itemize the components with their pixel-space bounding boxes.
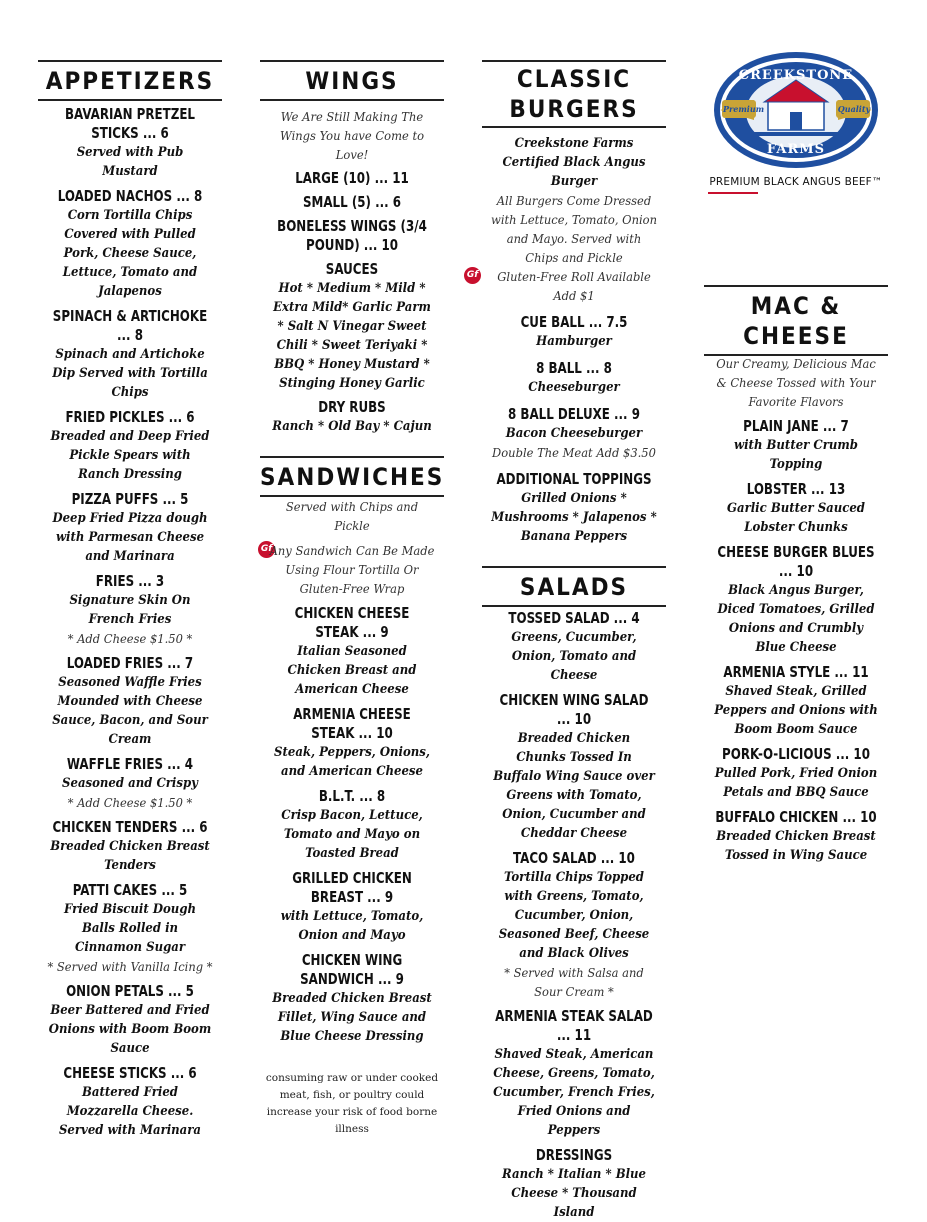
menu-item-description: Breaded Chicken Breast Tossed in Wing Sauce bbox=[716, 829, 876, 863]
menu-item bbox=[38, 187, 222, 301]
menu-item-name: CHICKEN WING SANDWICH ... 9 bbox=[300, 951, 404, 988]
menu-item-name: CHICKEN WING SALAD ... 10 bbox=[499, 691, 649, 728]
menu-item bbox=[260, 705, 444, 781]
menu-item bbox=[482, 609, 666, 685]
menu-item-name: DRY RUBS bbox=[318, 398, 386, 416]
menu-item-name: LOADED FRIES ... 7 bbox=[66, 654, 194, 672]
menu-item-description: Seasoned and Crispy bbox=[62, 776, 198, 791]
menu-item-description: Hamburger bbox=[536, 334, 612, 349]
creekstone-farms-logo bbox=[704, 50, 888, 200]
menu-item bbox=[482, 849, 666, 1001]
section-title: SANDWICHES bbox=[260, 463, 445, 491]
menu-item-name: BAVARIAN PRETZEL STICKS ... 6 bbox=[64, 105, 196, 142]
menu-item-description: Hot * Medium * Mild * Extra Mild* Garlic Parm * Salt N Vinegar Sweet Chili * Sweet Teriyaki * BBQ * Honey Mustard * Stinging Honey Garlic bbox=[273, 281, 431, 391]
menu-item-description: Pulled Pork, Fried Onion Petals and BBQ Sauce bbox=[714, 766, 878, 800]
menu-item-name: SMALL (5) ... 6 bbox=[302, 193, 402, 211]
burgers-header bbox=[482, 60, 666, 128]
menu-item-name: PLAIN JANE ... 7 bbox=[743, 417, 849, 435]
menu-item bbox=[260, 787, 444, 863]
menu-item-description: Breaded Chicken Breast Fillet, Wing Sauce and Blue Cheese Dressing bbox=[272, 991, 432, 1044]
menu-item-note: Double The Meat Add $3.50 bbox=[492, 445, 656, 460]
menu-item-name: CHICKEN CHEESE STEAK ... 9 bbox=[294, 604, 410, 641]
burgers-section bbox=[466, 60, 666, 1222]
menu-item-description: Italian Seasoned Chicken Breast and American Cheese bbox=[287, 644, 417, 697]
logo-brand-farms: FARMS bbox=[766, 142, 826, 157]
menu-item-note: * Add Cheese $1.50 * bbox=[67, 631, 193, 646]
menu-item-description: Shaved Steak, American Cheese, Greens, Tomato, Cucumber, French Fries, Fried Onions and Peppers bbox=[493, 1047, 655, 1138]
burger-dressing-note: All Burgers Come Dressed with Lettuce, Tomato, Onion and Mayo. Served with Chips and Pickle bbox=[490, 193, 658, 265]
logo-underline bbox=[708, 192, 758, 194]
menu-item-description: Breaded Chicken Chunks Tossed In Buffalo Wing Sauce over Greens with Tomato, Onion, Cucumber and Cheddar Cheese bbox=[493, 731, 655, 841]
menu-item-description: Spinach and Artichoke Dip Served with Tortilla Chips bbox=[52, 347, 208, 400]
menu-item bbox=[482, 691, 666, 843]
menu-item bbox=[38, 572, 222, 648]
menu-item bbox=[260, 169, 444, 188]
menu-item-description: Ranch * Italian * Blue Cheese * Thousand Island bbox=[502, 1167, 646, 1220]
menu-item-name: B.L.T. ... 8 bbox=[318, 787, 386, 805]
mac-cheese-section bbox=[704, 285, 888, 865]
menu-item bbox=[38, 982, 222, 1058]
menu-item-description: Ranch * Old Bay * Cajun bbox=[272, 419, 432, 434]
mac-cheese-header bbox=[704, 285, 888, 356]
gluten-free-icon: Gf bbox=[464, 267, 481, 284]
menu-item bbox=[38, 408, 222, 484]
menu-item-description: Battered Fried Mozzarella Cheese. Served with Marinara bbox=[58, 1085, 202, 1138]
menu-item bbox=[482, 1146, 666, 1222]
menu-item-description: Fried Biscuit Dough Balls Rolled in Cinnamon Sugar bbox=[63, 902, 197, 955]
menu-item bbox=[38, 105, 222, 181]
menu-item-name: PATTI CAKES ... 5 bbox=[72, 881, 188, 899]
menu-item-name: DRESSINGS bbox=[535, 1146, 613, 1164]
menu-item-description: Cheeseburger bbox=[528, 380, 620, 395]
menu-item-name: ARMENIA CHEESE STEAK ... 10 bbox=[293, 705, 411, 742]
menu-item-name: ARMENIA STEAK SALAD ... 11 bbox=[495, 1007, 653, 1044]
sandwiches-intro: Served with Chips and Pickle bbox=[285, 499, 419, 533]
menu-item-description: with Lettuce, Tomato, Onion and Mayo bbox=[280, 909, 424, 943]
menu-item bbox=[38, 490, 222, 566]
section-title: CLASSIC BURGERS bbox=[509, 65, 639, 123]
menu-item bbox=[704, 663, 888, 739]
menu-item bbox=[260, 951, 444, 1046]
menu-item bbox=[260, 398, 444, 436]
menu-item-description: Garlic Butter Sauced Lobster Chunks bbox=[726, 501, 865, 535]
menu-item bbox=[38, 881, 222, 976]
menu-item-description: Breaded and Deep Fried Pickle Spears with Ranch Dressing bbox=[50, 429, 210, 482]
menu-item-name: TOSSED SALAD ... 4 bbox=[508, 609, 640, 627]
menu-item bbox=[482, 405, 666, 462]
menu-item-name: ONION PETALS ... 5 bbox=[66, 982, 194, 1000]
menu-item-name: BUFFALO CHICKEN ... 10 bbox=[715, 808, 877, 826]
menu-item bbox=[260, 217, 444, 255]
menu-item-name: FRIED PICKLES ... 6 bbox=[65, 408, 195, 426]
menu-item-description: Black Angus Burger, Diced Tomatoes, Grilled Onions and Crumbly Blue Cheese bbox=[717, 583, 875, 655]
menu-item bbox=[482, 313, 666, 351]
menu-item-name: CHEESE STICKS ... 6 bbox=[63, 1064, 197, 1082]
menu-item bbox=[260, 869, 444, 945]
wings-header bbox=[260, 60, 444, 101]
menu-item bbox=[704, 480, 888, 537]
appetizers-header bbox=[38, 60, 222, 101]
menu-item bbox=[482, 359, 666, 397]
salads-header bbox=[482, 566, 666, 607]
menu-item bbox=[38, 755, 222, 812]
menu-item bbox=[704, 808, 888, 865]
section-title: SALADS bbox=[519, 573, 629, 601]
logo-brand: CREEKSTONE bbox=[738, 68, 854, 83]
menu-item-name: 8 BALL ... 8 bbox=[536, 359, 612, 377]
menu-item-description: Corn Tortilla Chips Covered with Pulled Pork, Cheese Sauce, Lettuce, Tomato and Jalapenos bbox=[62, 208, 198, 299]
gluten-free-icon: Gf bbox=[258, 541, 275, 558]
gf-note: Gluten-Free Roll Available Add $1 bbox=[497, 269, 651, 303]
logo-left-badge: Premium bbox=[723, 104, 765, 114]
menu-item bbox=[704, 417, 888, 474]
menu-item-description: Beer Battered and Fried Onions with Boom Boom Sauce bbox=[48, 1003, 212, 1056]
gf-note: Any Sandwich Can Be Made Using Flour Tortilla Or Gluten-Free Wrap bbox=[269, 543, 435, 596]
burger-intro: Creekstone Farms Certified Black Angus Burger bbox=[502, 136, 646, 189]
menu-item-description: Breaded Chicken Breast Tenders bbox=[50, 839, 210, 873]
menu-item-name: PORK-O-LICIOUS ... 10 bbox=[722, 745, 870, 763]
menu-item bbox=[260, 604, 444, 699]
section-title: APPETIZERS bbox=[45, 67, 215, 95]
wings-section bbox=[260, 60, 444, 1138]
mac-intro: Our Creamy, Delicious Mac & Cheese Tossed with Your Favorite Flavors bbox=[716, 356, 876, 409]
food-safety-warning: consuming raw or under cooked meat, fish, or poultry could increase your risk of food borne illness bbox=[265, 1072, 439, 1135]
menu-item-name: SAUCES bbox=[325, 260, 379, 278]
menu-item-name: ARMENIA STYLE ... 11 bbox=[723, 663, 869, 681]
menu-item-description: Served with Pub Mustard bbox=[76, 145, 184, 179]
menu-item-name: LARGE (10) ... 11 bbox=[295, 169, 409, 187]
menu-item-name: LOADED NACHOS ... 8 bbox=[57, 187, 203, 205]
menu-item bbox=[38, 1064, 222, 1140]
menu-item-name: TACO SALAD ... 10 bbox=[513, 849, 635, 867]
menu-item-note: * Served with Salsa and Sour Cream * bbox=[504, 965, 644, 999]
menu-item bbox=[38, 818, 222, 875]
menu-item-name: FRIES ... 3 bbox=[95, 572, 165, 590]
menu-item-description: Tortilla Chips Topped with Greens, Tomato, Cucumber, Onion, Seasoned Beef, Cheese and Black Olives bbox=[498, 870, 650, 961]
sandwiches-header bbox=[260, 456, 444, 497]
menu-item-description: with Butter Crumb Topping bbox=[734, 438, 858, 472]
menu-item-description: Bacon Cheeseburger bbox=[505, 426, 643, 441]
menu-item-name: 8 BALL DELUXE ... 9 bbox=[508, 405, 640, 423]
menu-item-name: LOBSTER ... 13 bbox=[746, 480, 846, 498]
menu-item-name: GRILLED CHICKEN BREAST ... 9 bbox=[292, 869, 412, 906]
menu-item-name: BONELESS WINGS (3/4 POUND) ... 10 bbox=[277, 217, 427, 254]
menu-item bbox=[704, 543, 888, 657]
menu-item-description: Greens, Cucumber, Onion, Tomato and Cheese bbox=[511, 630, 637, 683]
menu-item bbox=[260, 260, 444, 393]
menu-item-description: Seasoned Waffle Fries Mounded with Cheese Sauce, Bacon, and Sour Cream bbox=[52, 675, 208, 747]
menu-item-description: Crisp Bacon, Lettuce, Tomato and Mayo on Toasted Bread bbox=[281, 808, 423, 861]
menu-item-description: Signature Skin On French Fries bbox=[69, 593, 191, 627]
menu-item-description: Shaved Steak, Grilled Peppers and Onions with Boom Boom Sauce bbox=[714, 684, 878, 737]
menu-item-name: PIZZA PUFFS ... 5 bbox=[71, 490, 189, 508]
section-title: MAC & CHEESE bbox=[743, 292, 849, 350]
menu-item-name: ADDITIONAL TOPPINGS bbox=[496, 470, 652, 488]
menu-item bbox=[704, 745, 888, 802]
menu-item bbox=[482, 470, 666, 546]
menu-item-note: * Served with Vanilla Icing * bbox=[47, 959, 213, 974]
menu-item bbox=[482, 1007, 666, 1140]
logo-right-badge: Quality bbox=[837, 104, 871, 114]
menu-item bbox=[38, 654, 222, 749]
menu-item-description: Deep Fried Pizza dough with Parmesan Cheese and Marinara bbox=[52, 511, 208, 564]
menu-item-name: CUE BALL ... 7.5 bbox=[520, 313, 628, 331]
menu-item-name: CHICKEN TENDERS ... 6 bbox=[52, 818, 208, 836]
menu-item-description: Grilled Onions * Mushrooms * Jalapenos * Banana Peppers bbox=[491, 491, 657, 544]
menu-item bbox=[38, 307, 222, 402]
gf-notice bbox=[260, 541, 444, 598]
section-title: WINGS bbox=[305, 67, 399, 95]
gf-notice bbox=[466, 267, 666, 305]
appetizers-section bbox=[38, 60, 222, 1140]
menu-item bbox=[260, 193, 444, 212]
menu-item-description: Steak, Peppers, Onions, and American Cheese bbox=[274, 745, 430, 779]
logo-tagline: PREMIUM BLACK ANGUS BEEF™ bbox=[709, 176, 883, 188]
menu-item-name: CHEESE BURGER BLUES ... 10 bbox=[717, 543, 875, 580]
wings-intro: We Are Still Making The Wings You have Come to Love! bbox=[279, 109, 425, 162]
menu-item-note: * Add Cheese $1.50 * bbox=[67, 795, 193, 810]
menu-item-name: SPINACH & ARTICHOKE ... 8 bbox=[52, 307, 208, 344]
menu-item-name: WAFFLE FRIES ... 4 bbox=[66, 755, 194, 773]
